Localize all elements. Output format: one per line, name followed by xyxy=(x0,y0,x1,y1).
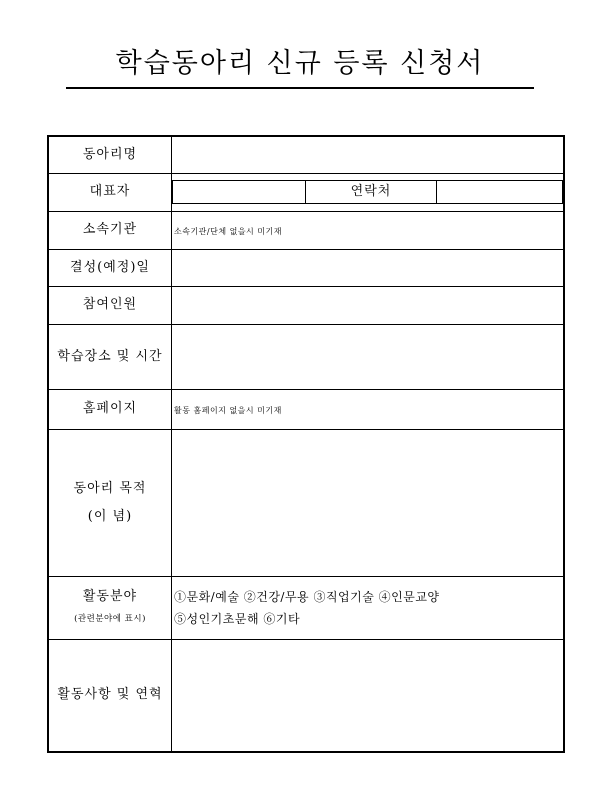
representative-label: 대표자 xyxy=(48,173,172,211)
homepage-field[interactable] xyxy=(172,389,565,429)
members-field[interactable] xyxy=(172,286,565,324)
representative-field[interactable] xyxy=(173,181,306,204)
form-title: 학습동아리 신규 등록 신청서 xyxy=(115,48,485,79)
row-history xyxy=(48,639,564,752)
field-label xyxy=(48,576,172,639)
field-label-line1: 활동분야 xyxy=(82,588,138,604)
purpose-label xyxy=(48,429,172,576)
application-form-table xyxy=(47,135,565,753)
affiliation-label: 소속기관 xyxy=(48,211,172,249)
purpose-label-line2: (이 념) xyxy=(87,508,133,524)
purpose-label-line1: 동아리 목적 xyxy=(73,480,147,496)
row-place-time xyxy=(48,324,564,389)
title-underline xyxy=(66,87,534,89)
representative-inner-table xyxy=(172,180,563,204)
field-options-line1: ①문화/예술 ②건강/무용 ③직업기술 ④인문교양 xyxy=(174,589,440,604)
field-options[interactable] xyxy=(172,576,565,639)
founded-label: 결성(예정)일 xyxy=(48,249,172,286)
history-field[interactable] xyxy=(172,639,565,752)
row-purpose xyxy=(48,429,564,576)
row-homepage xyxy=(48,389,564,429)
row-club-name xyxy=(48,136,564,173)
contact-field[interactable] xyxy=(437,181,563,204)
club-name-label: 동아리명 xyxy=(48,136,172,173)
row-founded xyxy=(48,249,564,286)
place-time-label: 학습장소 및 시간 xyxy=(48,324,172,389)
purpose-field[interactable] xyxy=(172,429,565,576)
row-members xyxy=(48,286,564,324)
members-label: 참여인원 xyxy=(48,286,172,324)
row-representative xyxy=(48,173,564,211)
founded-field[interactable] xyxy=(172,249,565,286)
affiliation-field[interactable] xyxy=(172,211,565,249)
representative-row-cells xyxy=(172,173,565,211)
field-sub-label: (관련분야에 표시) xyxy=(74,613,146,624)
club-name-field[interactable] xyxy=(172,136,565,173)
history-label: 활동사항 및 연혁 xyxy=(48,639,172,752)
row-affiliation xyxy=(48,211,564,249)
contact-label: 연락처 xyxy=(306,181,437,204)
row-field xyxy=(48,576,564,639)
field-options-line2: ⑤성인기초문해 ⑥기타 xyxy=(174,611,301,626)
place-time-field[interactable] xyxy=(172,324,565,389)
affiliation-note: 소속기관/단체 없을시 미기재 xyxy=(174,226,283,236)
homepage-label: 홈페이지 xyxy=(48,389,172,429)
homepage-note: 활동 홈페이지 없을시 미기재 xyxy=(174,405,282,415)
